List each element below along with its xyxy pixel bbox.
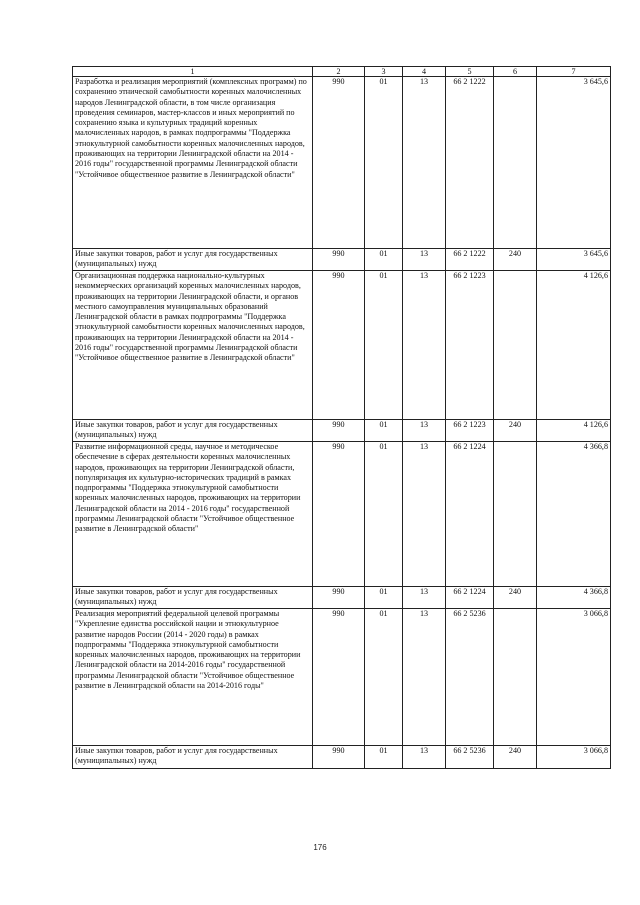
column-number: 2	[313, 67, 365, 77]
cell-code: 990	[313, 249, 365, 271]
table-row	[73, 587, 611, 609]
cell-expense-type	[494, 442, 537, 587]
row-description: Иные закупки товаров, работ и услуг для государственных (муниципальных) нужд	[73, 420, 313, 442]
cell-code: 990	[313, 587, 365, 609]
cell-expense-type: 240	[494, 587, 537, 609]
column-number: 6	[494, 67, 537, 77]
cell-code: 990	[313, 746, 365, 769]
cell-subsection: 13	[403, 420, 446, 442]
cell-subsection: 13	[403, 746, 446, 769]
cell-target-article: 66 2 1222	[446, 77, 494, 249]
cell-target-article: 66 2 1223	[446, 420, 494, 442]
cell-section: 01	[365, 271, 403, 420]
table-row	[73, 609, 611, 746]
cell-expense-type	[494, 271, 537, 420]
cell-code: 990	[313, 609, 365, 746]
cell-subsection: 13	[403, 77, 446, 249]
cell-code: 990	[313, 442, 365, 587]
row-description: Реализация мероприятий федеральной целевой программы "Укрепление единства российской нации и этнокультурное развитие народов России (2014 - 2020 годы) в рамках подпрограммы "Поддержка этнокультурной самобытности коренных малочисленных народов, проживающих на территории Ленинградской области на 2014-2016 годы" государственной программы Ленинградской области "Устойчивое общественное развитие в Ленинградской области на 2014-2016 годы"	[73, 609, 313, 746]
cell-amount: 3 066,8	[537, 609, 611, 746]
row-description: Иные закупки товаров, работ и услуг для государственных (муниципальных) нужд	[73, 587, 313, 609]
page-number: 176	[313, 843, 327, 852]
column-number: 7	[537, 67, 611, 77]
column-number-row	[73, 67, 611, 77]
row-description: Иные закупки товаров, работ и услуг для государственных (муниципальных) нужд	[73, 249, 313, 271]
cell-code: 990	[313, 77, 365, 249]
cell-target-article: 66 2 1223	[446, 271, 494, 420]
cell-amount: 3 645,6	[537, 77, 611, 249]
cell-target-article: 66 2 1224	[446, 587, 494, 609]
table-row	[73, 420, 611, 442]
column-number: 4	[403, 67, 446, 77]
row-description: Иные закупки товаров, работ и услуг для государственных (муниципальных) нужд	[73, 746, 313, 769]
cell-subsection: 13	[403, 442, 446, 587]
cell-expense-type: 240	[494, 420, 537, 442]
cell-subsection: 13	[403, 271, 446, 420]
cell-section: 01	[365, 249, 403, 271]
row-description: Разработка и реализация мероприятий (комплексных программ) по сохранению этнической самобытности коренных малочисленных народов Ленинградской области, в том числе организация проведения семинаров, мастер-классов и иных мероприятий по сохранению языка и культурных традиций коренных малочисленных народов, в рамках подпрограммы "Поддержка этнокультурной самобытности коренных малочисленных народов, проживающих на территории Ленинградской области на 2014 - 2016 годы" государственной программы Ленинградской области "Устойчивое общественное развитие в Ленинградской области"	[73, 77, 313, 249]
cell-amount: 3 066,8	[537, 746, 611, 769]
cell-target-article: 66 2 1224	[446, 442, 494, 587]
cell-amount: 4 366,8	[537, 442, 611, 587]
cell-target-article: 66 2 1222	[446, 249, 494, 271]
cell-code: 990	[313, 271, 365, 420]
cell-code: 990	[313, 420, 365, 442]
cell-expense-type	[494, 609, 537, 746]
cell-expense-type	[494, 77, 537, 249]
cell-section: 01	[365, 420, 403, 442]
cell-section: 01	[365, 746, 403, 769]
cell-subsection: 13	[403, 587, 446, 609]
column-number: 3	[365, 67, 403, 77]
table-row	[73, 77, 611, 249]
table-body	[73, 67, 611, 769]
cell-section: 01	[365, 77, 403, 249]
cell-section: 01	[365, 442, 403, 587]
column-number: 5	[446, 67, 494, 77]
cell-expense-type: 240	[494, 746, 537, 769]
cell-target-article: 66 2 5236	[446, 609, 494, 746]
table-row	[73, 442, 611, 587]
cell-amount: 4 126,6	[537, 420, 611, 442]
cell-subsection: 13	[403, 609, 446, 746]
cell-target-article: 66 2 5236	[446, 746, 494, 769]
table-row	[73, 746, 611, 769]
cell-amount: 3 645,6	[537, 249, 611, 271]
cell-amount: 4 126,6	[537, 271, 611, 420]
budget-table	[72, 66, 611, 769]
table-row	[73, 271, 611, 420]
cell-expense-type: 240	[494, 249, 537, 271]
column-number: 1	[73, 67, 313, 77]
row-description: Развитие информационной среды, научное и методическое обеспечение в сферах деятельности коренных малочисленных народов, проживающих на территории Ленинградской области, популяризация их культурно-исторических традиций в рамках подпрограммы "Поддержка этнокультурной самобытности коренных малочисленных народов, проживающих на территории Ленинградской области на 2014 - 2016 годы" государственной программы Ленинградской области "Устойчивое общественное развитие в Ленинградской области"	[73, 442, 313, 587]
table-row	[73, 249, 611, 271]
cell-section: 01	[365, 587, 403, 609]
cell-amount: 4 366,8	[537, 587, 611, 609]
row-description: Организационная поддержка национально-культурных некоммерческих организаций коренных малочисленных народов, проживающих на территории Ленинградской области, и органов местного самоуправления муниципальных образований Ленинградской области в рамках подпрограммы "Поддержка этнокультурной самобытности коренных малочисленных народов, проживающих на территории Ленинградской области на 2014 - 2016 годы" государственной программы Ленинградской области "Устойчивое общественное развитие в Ленинградской области"	[73, 271, 313, 420]
cell-subsection: 13	[403, 249, 446, 271]
cell-section: 01	[365, 609, 403, 746]
